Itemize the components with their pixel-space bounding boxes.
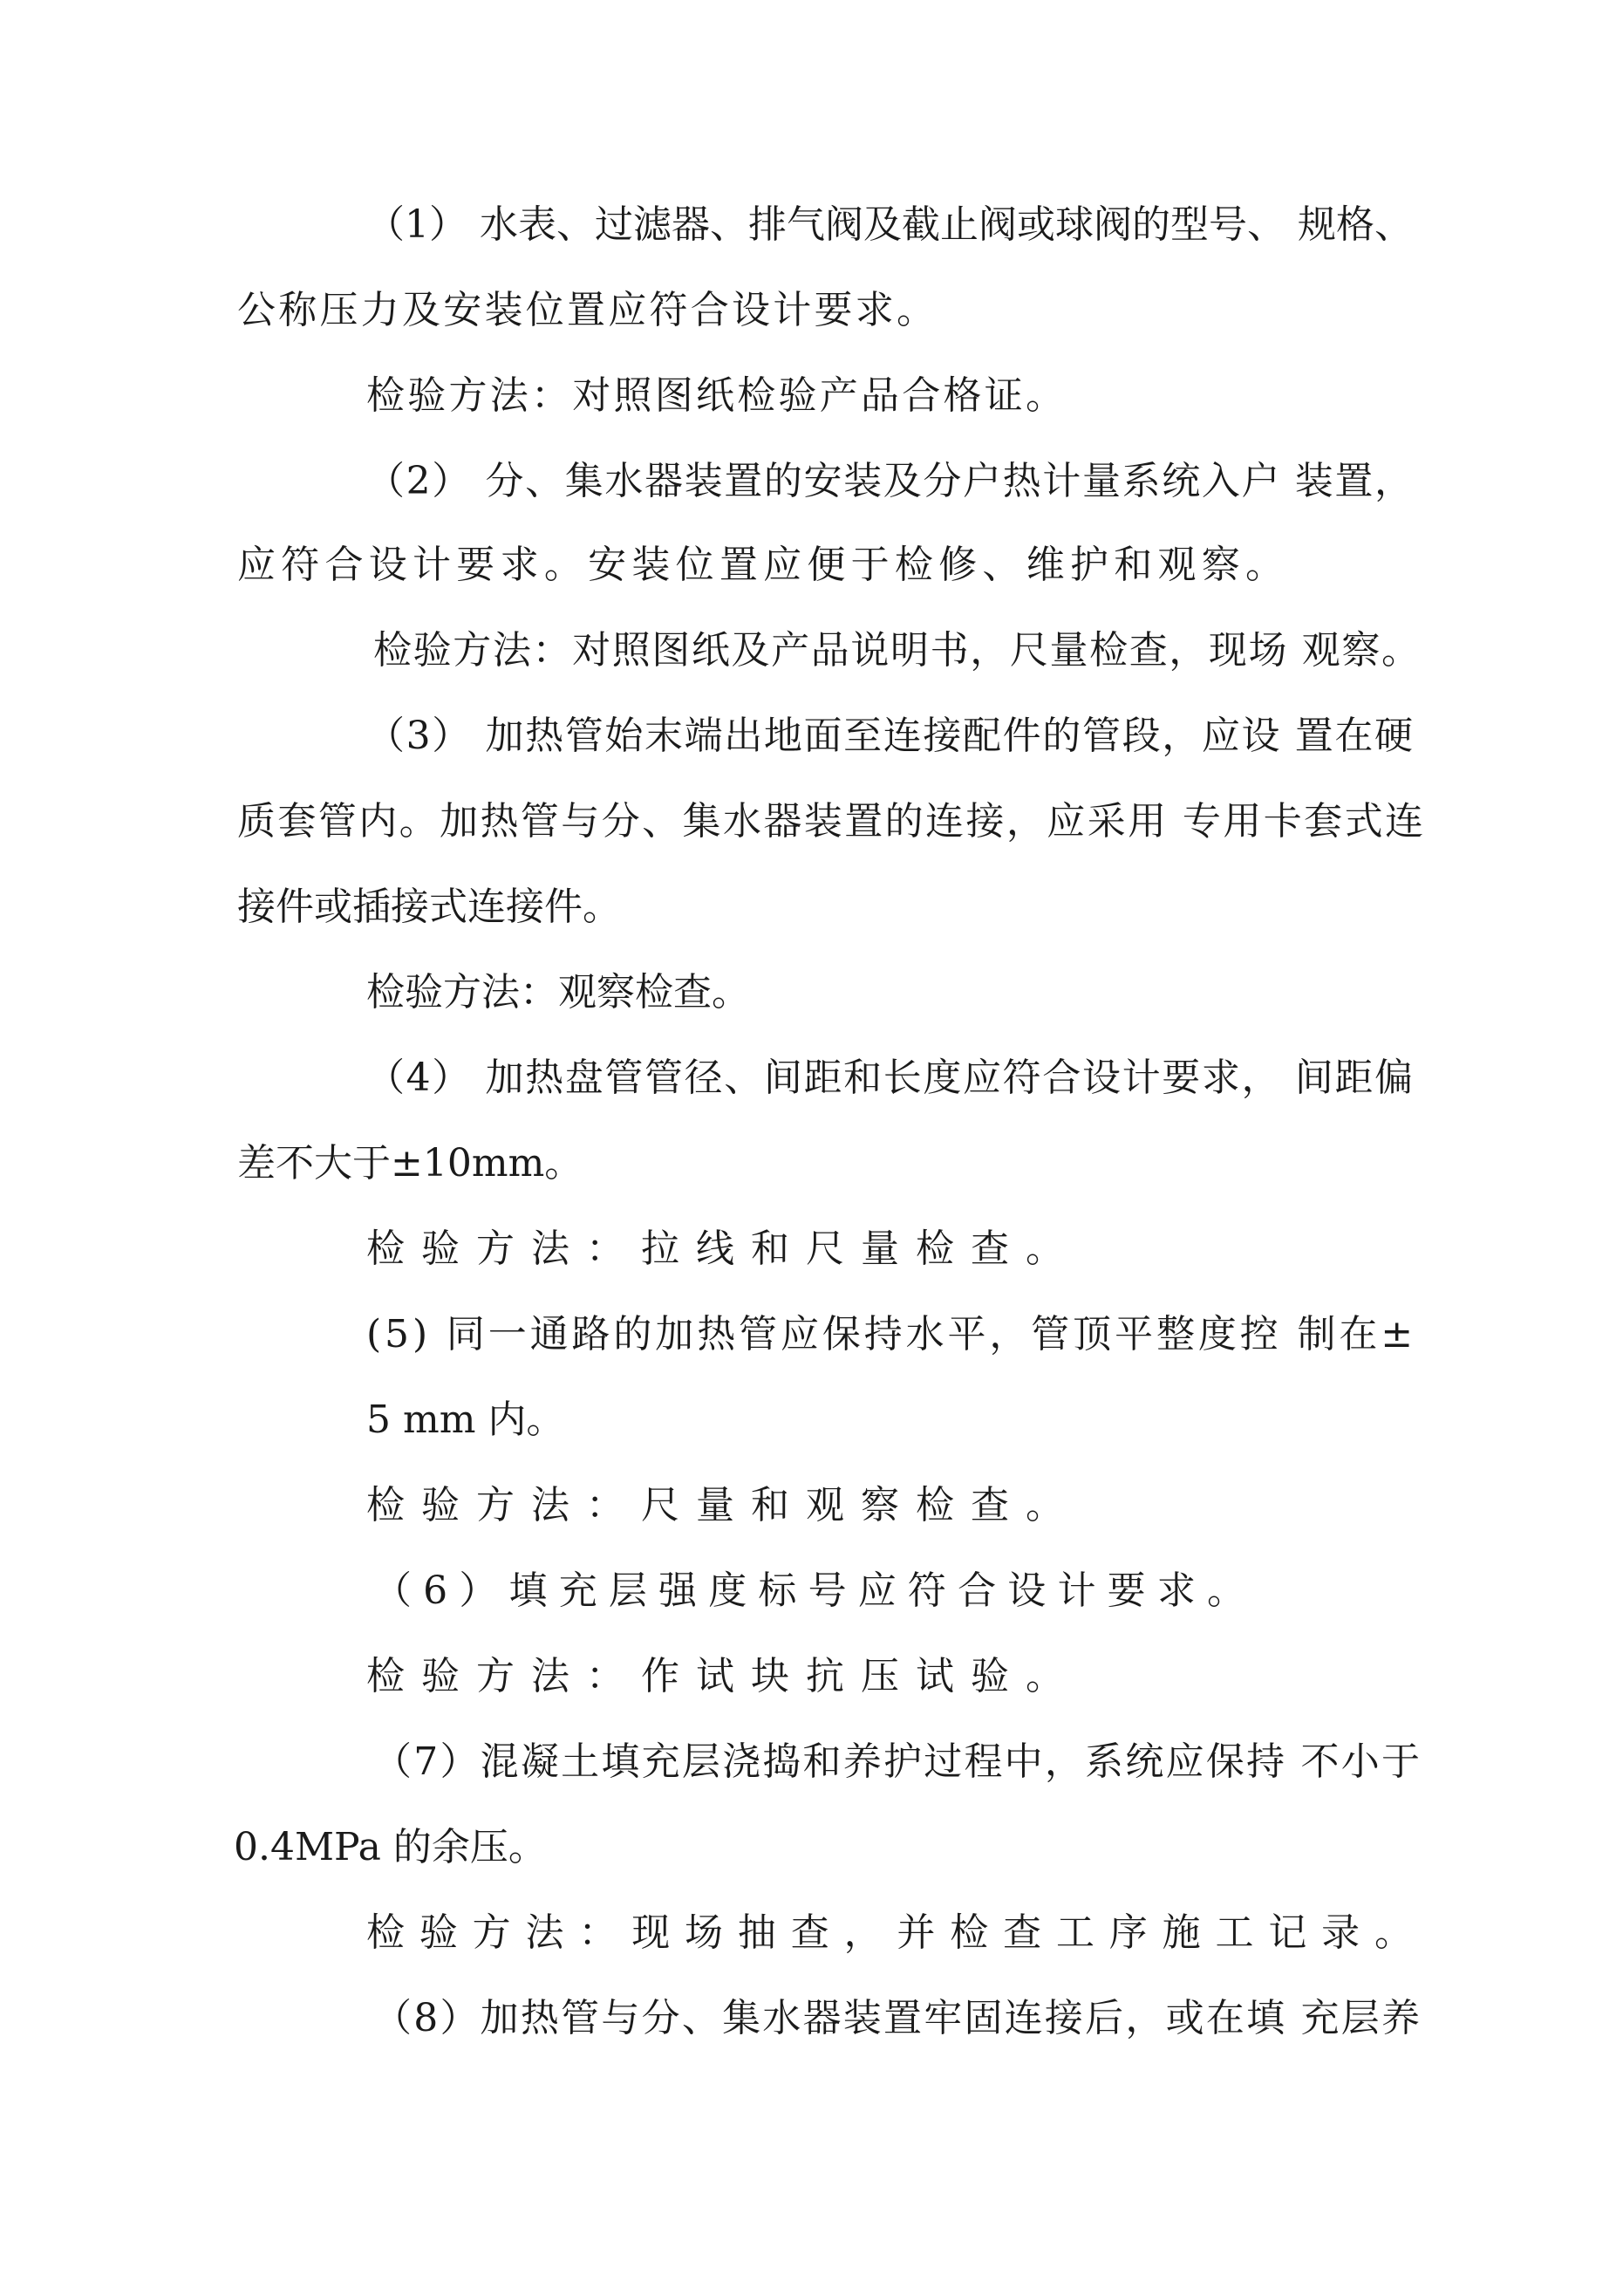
text-line: 检验方法：观察检查。 [366, 970, 750, 1015]
text-line: 接件或插接式连接件。 [237, 885, 621, 929]
text-line: （4） 加热盘管管径、间距和长度应符合设计要求， 间距偏 [366, 1056, 1415, 1100]
text-line: 检验方法：拉线和尺量检查。 [366, 1227, 1081, 1271]
text-line: （2） 分、集水器装置的安装及分户热计量系统入户 装置， [366, 459, 1415, 503]
text-line: 检验方法：对照图纸及产品说明书，尺量检查，现场 观察。 [373, 628, 1422, 673]
text-line: （7）混凝土填充层浇捣和养护过程中，系统应保持 不小于 [373, 1739, 1422, 1784]
text-line: (5) 同一通路的加热管应保持水平，管顶平整度控 制在± [366, 1312, 1417, 1356]
text-line: 检验方法：对照图纸检验产品合格证。 [366, 373, 1067, 418]
text-line: 检验方法：现场抽查，并检查工序施工记录。 [366, 1910, 1428, 1955]
text-line: （3） 加热管始末端出地面至连接配件的管段，应设 置在硬 [366, 714, 1415, 758]
text-line: 0.4MPa 的余压。 [234, 1825, 547, 1869]
text-line: 5 mm 内。 [366, 1397, 565, 1442]
text-line: 公称压力及安装位置应符合设计要求。 [237, 288, 938, 332]
text-line: （6）填充层强度标号应符合设计要求。 [373, 1568, 1258, 1613]
text-line: 检验方法：作试块抗压试验。 [366, 1654, 1081, 1698]
text-line: 应符合设计要求。安装位置应便于检修、维护和观察。 [237, 543, 1290, 587]
text-line: 质套管内。加热管与分、集水器装置的连接，应采用 专用卡套式连 [237, 799, 1426, 844]
text-line: 检验方法：尺量和观察检查。 [366, 1483, 1081, 1527]
text-line: 差不大于±10mm。 [237, 1141, 583, 1186]
text-line: （1） 水表、过滤器、排气阀及截止阀或球阀的型号、 规格、 [366, 202, 1413, 247]
text-line: （8）加热管与分、集水器装置牢固连接后，或在填 充层养 [373, 1996, 1422, 2040]
